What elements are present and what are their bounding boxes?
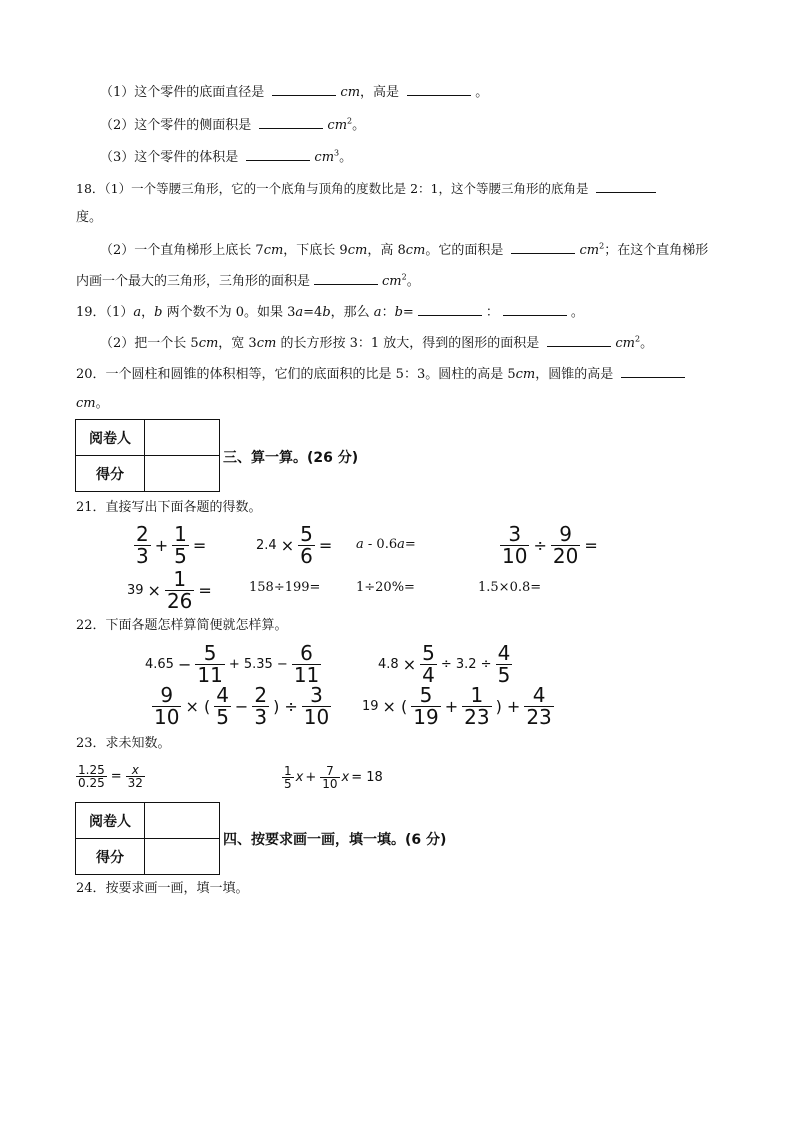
q23-expr-2: $\frac{1}{5}$ x + $\frac{7}{10}$ x = 18 xyxy=(284,764,383,791)
q18-line4: 内画一个最大的三角形，三角形的面积是 $cm^2$。 xyxy=(76,272,420,289)
q22-title: 22．下面各题怎样算简便就怎样算。 xyxy=(76,618,288,633)
fraction: $\frac{3}{10}$ xyxy=(502,522,528,568)
fraction: $\frac{9}{20}$ xyxy=(552,522,579,568)
q19-line2: （2）把一个长 5cm，宽 3cm 的长方形按 3：1 放大，得到的图形的面积是 $cm^2$。 xyxy=(100,334,654,351)
fraction: $\frac{x}{32}$ xyxy=(127,763,143,790)
fraction: $\frac{5}{4}$ xyxy=(422,641,435,687)
fraction: $\frac{5}{19}$ xyxy=(413,683,439,729)
fraction: $\frac{5}{11}$ xyxy=(197,641,223,687)
fraction: $\frac{7}{10}$ xyxy=(322,764,338,791)
q21-expr-7: 1÷20%= xyxy=(356,580,415,595)
q18-line2: 度。 xyxy=(76,210,103,225)
q17-part3: （3）这个零件的体积是 $cm^3$。 xyxy=(100,148,353,165)
reviewer-cell[interactable] xyxy=(145,420,220,456)
q18-line1: 18．（1）一个等腰三角形，它的一个底角与顶角的度数比是 2：1，这个等腰三角形的底角是 xyxy=(76,179,660,198)
q22-expr-1: 4.65 − $\frac{5}{11}$ + 5.35 − $\frac{6}{11}$ xyxy=(145,641,320,687)
q17-part1: （1）这个零件的底面直径是 cm，高是 。 xyxy=(100,82,488,102)
fraction: $\frac{9}{10}$ xyxy=(154,683,180,729)
q20-line2: cm。 xyxy=(76,396,109,411)
answer-blank[interactable] xyxy=(407,82,471,96)
answer-blank[interactable] xyxy=(259,115,323,129)
q22-expr-3: $\frac{9}{10}$ × ( $\frac{4}{5}$ − $\frac{2}{3}$ ) ÷ $\frac{3}{10}$ xyxy=(154,683,330,729)
section-title: 三、算一算。(26 分) xyxy=(223,450,359,466)
fraction: $\frac{2}{3}$ xyxy=(254,683,268,729)
section-title: 四、按要求画一画，填一填。(6 分) xyxy=(223,832,447,848)
answer-blank[interactable] xyxy=(511,240,575,254)
answer-blank[interactable] xyxy=(272,82,336,96)
q21-expr-3: a - 0.6a= xyxy=(356,537,416,552)
fraction: $\frac{6}{11}$ xyxy=(293,641,320,687)
fraction: $\frac{5}{6}$ xyxy=(300,522,313,568)
q20-line1: 20．一个圆柱和圆锥的体积相等，它们的底面积的比是 5：3。圆柱的高是 5cm，圆锥的高是 xyxy=(76,364,689,384)
q21-expr-6: 158÷199= xyxy=(249,580,321,595)
answer-blank[interactable] xyxy=(621,364,685,378)
score-box xyxy=(75,419,220,492)
reviewer-label: 阅卷人 xyxy=(76,420,145,456)
q22-expr-2: 4.8 × $\frac{5}{4}$ ÷ 3.2 ÷ $\frac{4}{5}$ xyxy=(378,641,511,687)
score-cell[interactable] xyxy=(145,456,220,492)
q18-line3: （2）一个直角梯形上底长 7cm，下底长 9cm，高 8cm。它的面积是 $cm^2$；在这个直角梯形 xyxy=(100,241,709,258)
score-cell[interactable] xyxy=(145,839,220,875)
answer-blank[interactable] xyxy=(503,302,567,316)
fraction: $\frac{2}{3}$ xyxy=(136,522,149,568)
q21-expr-5: 39 × $\frac{1}{26}$ = xyxy=(127,567,212,613)
fraction: $\frac{1}{5}$ xyxy=(284,764,292,791)
score-label: 得分 xyxy=(76,456,145,492)
answer-blank[interactable] xyxy=(314,271,378,285)
q24-title: 24．按要求画一画，填一填。 xyxy=(76,881,249,896)
reviewer-label: 阅卷人 xyxy=(76,803,145,839)
q21-expr-1: $\frac{2}{3}$ + $\frac{1}{5}$ = xyxy=(136,522,207,568)
fraction: $\frac{3}{10}$ xyxy=(303,683,330,729)
q21-title: 21．直接写出下面各题的得数。 xyxy=(76,500,262,515)
fraction: $\frac{1}{26}$ xyxy=(166,567,193,613)
q23-expr-1: $\frac{1.25}{0.25}$ = $\frac{x}{32}$ xyxy=(78,763,143,790)
answer-blank[interactable] xyxy=(596,179,656,193)
fraction: $\frac{1}{23}$ xyxy=(464,683,490,729)
q22-expr-4: 19 × ( $\frac{5}{19}$ + $\frac{1}{23}$ ) + $\frac{4}{23}$ xyxy=(362,683,552,729)
score-label: 得分 xyxy=(76,839,145,875)
q21-expr-2: 2.4 × $\frac{5}{6}$ = xyxy=(256,522,333,568)
q23-title: 23．求未知数。 xyxy=(76,736,171,751)
answer-blank[interactable] xyxy=(246,147,310,161)
q21-expr-8: 1.5×0.8= xyxy=(478,580,542,595)
q17-part2: （2）这个零件的侧面积是 $cm^2$。 xyxy=(100,116,366,133)
fraction: $\frac{1}{5}$ xyxy=(174,522,187,568)
score-box xyxy=(75,802,220,875)
reviewer-cell[interactable] xyxy=(145,803,220,839)
answer-blank[interactable] xyxy=(547,333,611,347)
fraction: $\frac{1.25}{0.25}$ xyxy=(78,763,105,790)
fraction: $\frac{4}{5}$ xyxy=(497,641,511,687)
fraction: $\frac{4}{23}$ xyxy=(526,683,552,729)
q21-expr-4: $\frac{3}{10}$ ÷ $\frac{9}{20}$ = xyxy=(502,522,598,568)
answer-blank[interactable] xyxy=(418,302,482,316)
fraction: $\frac{4}{5}$ xyxy=(216,683,229,729)
q19-line1: 19．（1）a，b 两个数不为 0。如果 3a=4b，那么 a：b= ： 。 xyxy=(76,302,584,322)
